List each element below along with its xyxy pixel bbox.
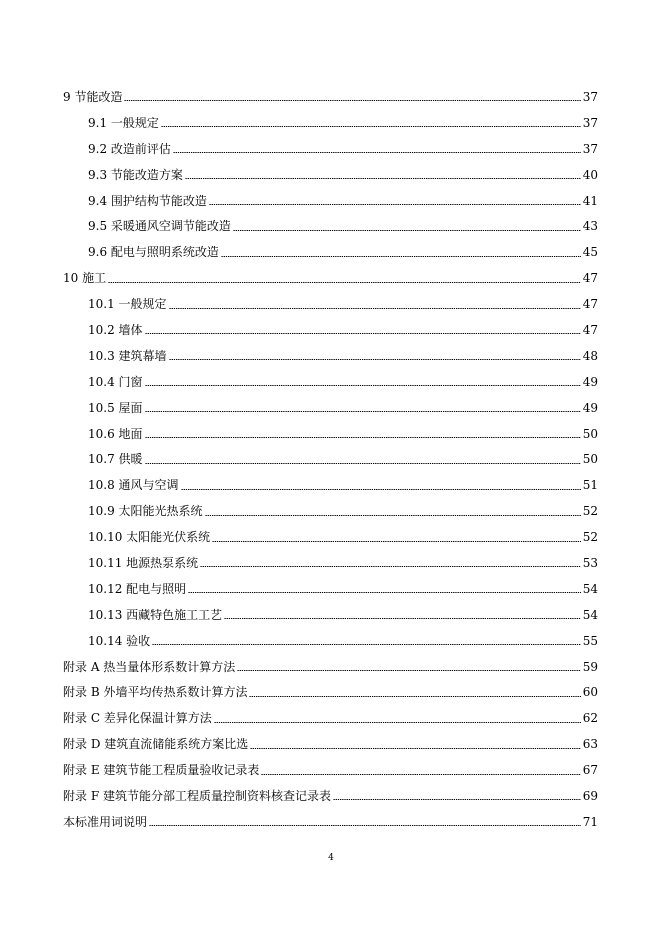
toc-entry-title: 附录 C 差异化保温计算方法 (63, 711, 212, 726)
dot-leader (221, 256, 581, 257)
toc-entry-page-number: 47 (582, 271, 598, 286)
toc-entry[interactable] (0, 524, 662, 550)
toc-entry-title: 9.2 改造前评估 (88, 141, 171, 156)
page-number: 4 (328, 853, 334, 863)
toc-entry-title: 本标准用词说明 (63, 814, 148, 829)
toc-entry[interactable] (0, 369, 662, 395)
dot-leader (181, 489, 581, 490)
toc-entry[interactable] (0, 809, 662, 835)
toc-entry[interactable] (0, 705, 662, 731)
dot-leader (185, 178, 581, 179)
toc-entry-page-number: 49 (582, 374, 598, 389)
toc-entry-title: 10.7 供暖 (88, 452, 143, 467)
toc-entry[interactable] (0, 265, 662, 291)
toc-entry-title: 10.4 门窗 (88, 374, 143, 389)
dot-leader (261, 774, 580, 775)
dot-leader (233, 230, 581, 231)
toc-entry-title: 10.11 地源热泵系统 (88, 555, 199, 570)
dot-leader (161, 126, 581, 127)
toc-entry-title: 附录 B 外墙平均传热系数计算方法 (63, 685, 248, 700)
dot-leader (205, 515, 581, 516)
toc-entry[interactable] (0, 188, 662, 214)
toc-entry-page-number: 43 (582, 219, 598, 234)
toc-entry-title: 10.12 配电与照明 (88, 581, 187, 596)
toc-entry[interactable] (0, 239, 662, 265)
toc-entry-page-number: 52 (582, 530, 598, 545)
toc-entry[interactable] (0, 110, 662, 136)
toc-entry[interactable] (0, 136, 662, 162)
dot-leader (145, 437, 581, 438)
dot-leader (173, 152, 581, 153)
dot-leader (149, 825, 581, 826)
toc-entry[interactable] (0, 213, 662, 239)
toc-entry[interactable] (0, 628, 662, 654)
toc-entry-title: 附录 E 建筑节能工程质量验收记录表 (63, 763, 260, 778)
toc-entry-page-number: 60 (582, 685, 598, 700)
toc-entry-page-number: 50 (582, 426, 598, 441)
dot-leader (169, 359, 581, 360)
toc-entry-page-number: 40 (582, 167, 598, 182)
toc-entry-page-number: 54 (582, 581, 598, 596)
toc-entry-page-number: 55 (582, 633, 598, 648)
toc-entry[interactable] (0, 162, 662, 188)
dot-leader (200, 566, 581, 567)
toc-entry-page-number: 71 (582, 814, 598, 829)
toc-entry[interactable] (0, 576, 662, 602)
dot-leader (237, 670, 580, 671)
dot-leader (188, 592, 581, 593)
toc-entry-page-number: 37 (582, 115, 598, 130)
toc-entry[interactable] (0, 84, 662, 110)
dot-leader (145, 333, 581, 334)
toc-entry-title: 10.6 地面 (88, 426, 143, 441)
toc-entry-title: 10.2 墙体 (88, 322, 143, 337)
toc-entry[interactable] (0, 783, 662, 809)
toc-entry-page-number: 47 (582, 322, 598, 337)
dot-leader (145, 463, 581, 464)
toc-entry-page-number: 37 (582, 141, 598, 156)
toc-entry-page-number: 37 (582, 89, 598, 104)
toc-entry[interactable] (0, 395, 662, 421)
toc-entry[interactable] (0, 446, 662, 472)
dot-leader (212, 541, 581, 542)
toc-entry-title: 10.1 一般规定 (88, 297, 167, 312)
toc-entry-title: 附录 F 建筑节能分部工程质量控制资料核查记录表 (63, 788, 331, 803)
toc-entry[interactable] (0, 679, 662, 705)
toc-entry-title: 9.4 围护结构节能改造 (88, 193, 207, 208)
dot-leader (209, 204, 581, 205)
toc-entry-title: 9.3 节能改造方案 (88, 167, 183, 182)
toc-entry[interactable] (0, 317, 662, 343)
dot-leader (145, 385, 581, 386)
toc-entry-title: 10.8 通风与空调 (88, 478, 179, 493)
dot-leader (169, 308, 581, 309)
toc-entry-page-number: 49 (582, 400, 598, 415)
toc-entry[interactable] (0, 654, 662, 680)
toc-entry-title: 10 施工 (63, 271, 107, 286)
toc-entry[interactable] (0, 421, 662, 447)
dot-leader (145, 411, 581, 412)
dot-leader (249, 696, 580, 697)
dot-leader (214, 722, 581, 723)
toc-entry-title: 9.1 一般规定 (88, 115, 159, 130)
toc-entry-page-number: 52 (582, 504, 598, 519)
toc-entry-page-number: 69 (582, 788, 598, 803)
toc-entry[interactable] (0, 291, 662, 317)
toc-entry[interactable] (0, 343, 662, 369)
toc-entry-title: 9.6 配电与照明系统改造 (88, 245, 219, 260)
toc-entry[interactable] (0, 757, 662, 783)
toc-entry-page-number: 67 (582, 763, 598, 778)
toc-entry-title: 10.3 建筑幕墙 (88, 348, 167, 363)
toc-entry[interactable] (0, 550, 662, 576)
toc-entry-page-number: 53 (582, 555, 598, 570)
dot-leader (152, 644, 581, 645)
toc-entry-title: 10.5 屋面 (88, 400, 143, 415)
table-of-contents (0, 84, 662, 835)
toc-entry[interactable] (0, 498, 662, 524)
toc-entry-title: 10.14 验收 (88, 633, 151, 648)
toc-entry-page-number: 47 (582, 297, 598, 312)
toc-entry-page-number: 62 (582, 711, 598, 726)
toc-entry-page-number: 41 (582, 193, 598, 208)
toc-entry-page-number: 50 (582, 452, 598, 467)
dot-leader (333, 799, 581, 800)
toc-entry-title: 9 节能改造 (63, 89, 123, 104)
toc-entry-page-number: 54 (582, 607, 598, 622)
dot-leader (124, 100, 580, 101)
toc-entry-page-number: 45 (582, 245, 598, 260)
toc-entry-title: 10.13 西藏特色施工工艺 (88, 607, 223, 622)
toc-entry-title: 9.5 采暖通风空调节能改造 (88, 219, 231, 234)
toc-entry-title: 附录 D 建筑直流储能系统方案比选 (63, 737, 249, 752)
dot-leader (250, 748, 580, 749)
toc-entry-title: 10.9 太阳能光热系统 (88, 504, 203, 519)
toc-entry-page-number: 48 (582, 348, 598, 363)
toc-entry-page-number: 51 (582, 478, 598, 493)
toc-entry[interactable] (0, 731, 662, 757)
dot-leader (108, 282, 581, 283)
toc-entry[interactable] (0, 602, 662, 628)
toc-entry-page-number: 63 (582, 737, 598, 752)
toc-entry-page-number: 59 (582, 659, 598, 674)
dot-leader (224, 618, 581, 619)
toc-entry-title: 10.10 太阳能光伏系统 (88, 530, 211, 545)
toc-entry-title: 附录 A 热当量体形系数计算方法 (63, 659, 236, 674)
toc-entry[interactable] (0, 472, 662, 498)
